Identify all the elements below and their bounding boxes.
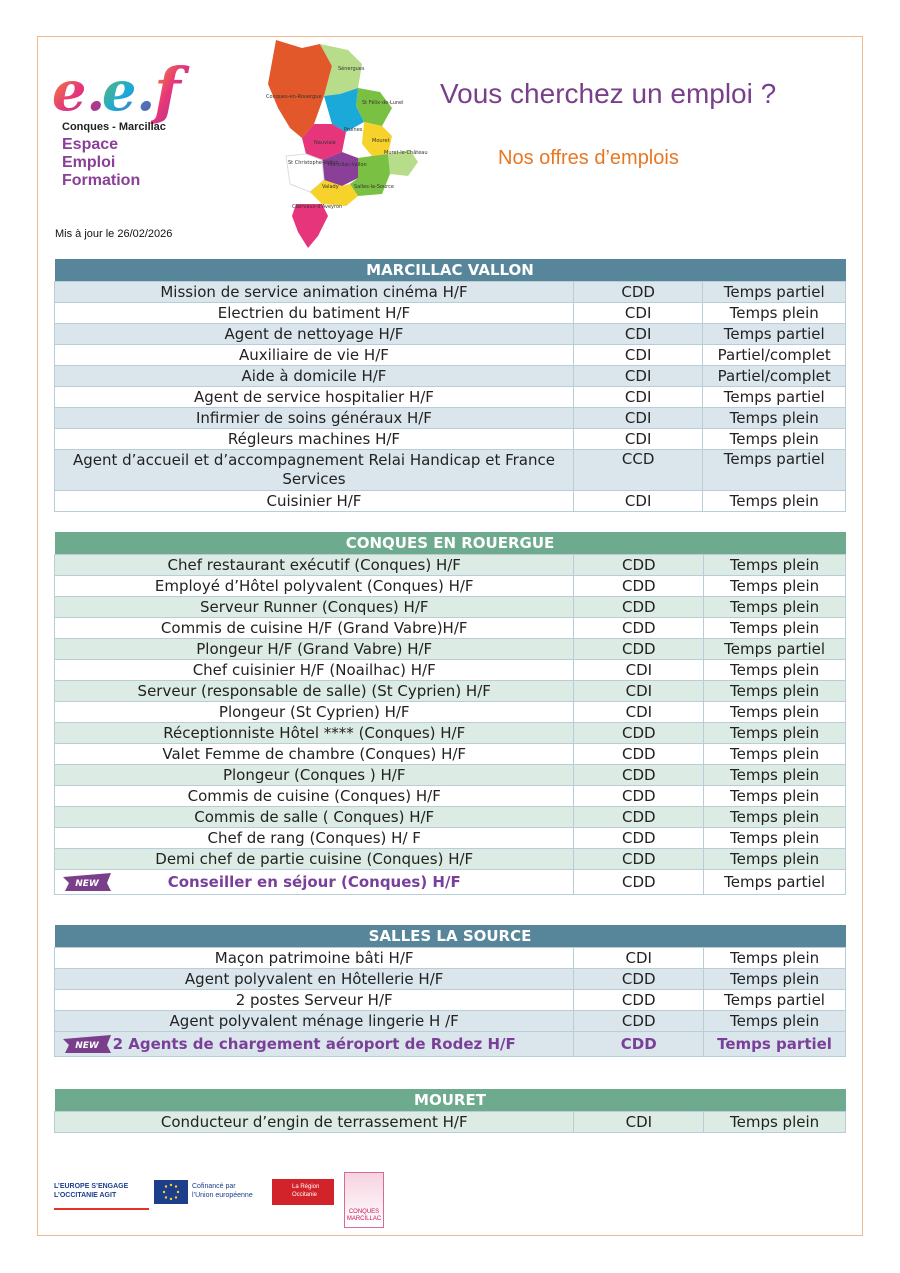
table-row xyxy=(55,1011,846,1032)
contract-type: CDD xyxy=(574,849,704,870)
contract-type: CDD xyxy=(574,555,704,576)
job-title: Plongeur H/F (Grand Vabre) H/F xyxy=(55,639,574,660)
job-title: Plongeur (Conques ) H/F xyxy=(55,765,574,786)
job-title: Commis de cuisine (Conques) H/F xyxy=(55,786,574,807)
job-title: Réceptionniste Hôtel **** (Conques) H/F xyxy=(55,723,574,744)
contract-type: CDI xyxy=(573,324,702,345)
contract-type: CDD xyxy=(574,576,704,597)
work-time: Partiel/complet xyxy=(703,345,846,366)
table-row xyxy=(55,702,846,723)
work-time: Temps plein xyxy=(704,555,846,576)
svg-text:e.: e. xyxy=(52,59,106,123)
job-title: Plongeur (St Cyprien) H/F xyxy=(55,702,574,723)
work-time: Temps partiel xyxy=(704,1032,846,1057)
work-time: Temps plein xyxy=(704,828,846,849)
table-row xyxy=(55,576,846,597)
contract-type: CDD xyxy=(574,723,704,744)
svg-text:NEW: NEW xyxy=(75,879,99,889)
contract-type: CDI xyxy=(574,681,704,702)
job-title: Electrien du batiment H/F xyxy=(55,303,574,324)
svg-text:e.: e. xyxy=(102,59,156,123)
table-row xyxy=(55,429,846,450)
logo-text: L’EUROPE S’ENGAGE xyxy=(54,1183,129,1190)
job-title: Serveur (responsable de salle) (St Cyprien) H/F xyxy=(55,681,574,702)
table-row xyxy=(55,555,846,576)
contract-type: CDI xyxy=(574,702,704,723)
job-title: Agent polyvalent en Hôtellerie H/F xyxy=(55,969,574,990)
eu-flag-icon xyxy=(154,1180,188,1204)
map-label: Muret-le-Château xyxy=(384,150,428,156)
table-row xyxy=(55,450,846,491)
contract-type: CDI xyxy=(574,1112,704,1133)
table-row xyxy=(55,282,846,303)
table-row xyxy=(55,387,846,408)
page-subtitle: Nos offres d’emplois xyxy=(498,147,679,169)
work-time: Temps plein xyxy=(703,408,846,429)
work-time: Temps plein xyxy=(703,429,846,450)
contract-type: CDD xyxy=(574,1032,704,1057)
map-label: St Christophe-Vallon xyxy=(288,160,339,166)
logo-text: L’OCCITANIE AGIT xyxy=(54,1192,117,1199)
work-time: Temps plein xyxy=(704,681,846,702)
job-title: Régleurs machines H/F xyxy=(55,429,574,450)
new-badge xyxy=(61,1033,113,1055)
table-row xyxy=(55,969,846,990)
section-header: SALLES LA SOURCE xyxy=(55,925,846,948)
map-label: Nauviale xyxy=(314,140,336,146)
territory-map xyxy=(262,36,428,251)
map-label: Valady xyxy=(322,184,339,190)
contract-type: CCD xyxy=(573,450,702,491)
contract-type: CDI xyxy=(573,366,702,387)
jobs-table-conques xyxy=(54,532,846,895)
map-region-clairvaux xyxy=(292,204,328,248)
table-row xyxy=(55,786,846,807)
contract-type: CDD xyxy=(574,828,704,849)
logo-name-line: Espace xyxy=(62,136,119,153)
table-row xyxy=(55,1112,846,1133)
work-time: Temps plein xyxy=(704,969,846,990)
contract-type: CDD xyxy=(574,744,704,765)
contract-type: CDD xyxy=(574,639,704,660)
map-label: Conques-en-Rouergue xyxy=(266,94,322,100)
job-title: Chef de rang (Conques) H/ F xyxy=(55,828,574,849)
work-time: Temps partiel xyxy=(703,450,846,491)
job-title-cell xyxy=(55,1032,574,1057)
table-row xyxy=(55,849,846,870)
job-title: Commis de salle ( Conques) H/F xyxy=(55,807,574,828)
logo-name-line: Emploi xyxy=(62,154,116,171)
job-title: Agent polyvalent ménage lingerie H /F xyxy=(55,1011,574,1032)
job-title: Chef restaurant exécutif (Conques) H/F xyxy=(55,555,574,576)
job-title: Chef cuisinier H/F (Noailhac) H/F xyxy=(55,660,574,681)
contract-type: CDI xyxy=(574,948,704,969)
work-time: Temps plein xyxy=(704,948,846,969)
contract-type: CDD xyxy=(574,870,704,895)
job-title: Agent de service hospitalier H/F xyxy=(55,387,574,408)
logo-text: Occitanie xyxy=(292,1192,318,1198)
table-row-new xyxy=(55,1032,846,1057)
work-time: Temps plein xyxy=(704,765,846,786)
work-time: Temps plein xyxy=(704,660,846,681)
logo-name xyxy=(62,136,140,190)
work-time: Temps plein xyxy=(704,786,846,807)
logo-text: CONQUES xyxy=(348,1209,380,1215)
contract-type: CDI xyxy=(573,387,702,408)
table-row xyxy=(55,491,846,512)
job-title: Commis de cuisine H/F (Grand Vabre)H/F xyxy=(55,618,574,639)
region-occitanie-logo xyxy=(272,1179,334,1205)
job-title: Cuisinier H/F xyxy=(55,491,574,512)
map-label: Marcillac-Vallon xyxy=(328,162,367,168)
table-row xyxy=(55,744,846,765)
contract-type: CDI xyxy=(573,408,702,429)
logo-text: MARCILLAC xyxy=(346,1216,382,1222)
work-time: Temps partiel xyxy=(703,282,846,303)
map-label: St Félix-de-Lunel xyxy=(362,100,404,106)
table-row xyxy=(55,660,846,681)
new-badge xyxy=(61,871,113,893)
work-time: Partiel/complet xyxy=(703,366,846,387)
work-time: Temps plein xyxy=(704,576,846,597)
contract-type: CDD xyxy=(574,1011,704,1032)
update-date: Mis à jour le 26/02/2026 xyxy=(55,228,173,240)
table-row xyxy=(55,828,846,849)
work-time: Temps plein xyxy=(704,702,846,723)
contract-type: CDD xyxy=(574,969,704,990)
table-row xyxy=(55,303,846,324)
table-row xyxy=(55,723,846,744)
job-title: Valet Femme de chambre (Conques) H/F xyxy=(55,744,574,765)
job-title: Agent d’accueil et d’accompagnement Relai Handicap et France Services xyxy=(55,450,574,491)
svg-text:f: f xyxy=(154,54,181,127)
jobs-table-mouret xyxy=(54,1089,846,1133)
section-header: MOURET xyxy=(55,1089,846,1112)
eu-cofinance-text xyxy=(192,1182,272,1200)
cc-conques-marcillac-logo xyxy=(344,1172,384,1228)
work-time: Temps plein xyxy=(704,744,846,765)
job-title: Conducteur d’engin de terrassement H/F xyxy=(55,1112,574,1133)
table-row xyxy=(55,807,846,828)
contract-type: CDD xyxy=(574,807,704,828)
contract-type: CDI xyxy=(573,491,702,512)
table-row xyxy=(55,948,846,969)
contract-type: CDD xyxy=(574,597,704,618)
work-time: Temps partiel xyxy=(704,990,846,1011)
contract-type: CDI xyxy=(573,303,702,324)
contract-type: CDI xyxy=(574,660,704,681)
work-time: Temps plein xyxy=(704,849,846,870)
logo-subtitle: Conques - Marcillac xyxy=(62,121,166,133)
table-row xyxy=(55,366,846,387)
map-label: Salles-la-Source xyxy=(354,184,394,190)
work-time: Temps plein xyxy=(704,1112,846,1133)
jobs-table-salles xyxy=(54,925,846,1057)
job-title: Infirmier de soins généraux H/F xyxy=(55,408,574,429)
logo-name-line: Formation xyxy=(62,172,141,189)
job-title: Agent de nettoyage H/F xyxy=(55,324,574,345)
work-time: Temps plein xyxy=(704,597,846,618)
job-title: Mission de service animation cinéma H/F xyxy=(55,282,574,303)
svg-text:NEW: NEW xyxy=(75,1041,99,1051)
work-time: Temps partiel xyxy=(704,639,846,660)
footer-logos xyxy=(54,1172,394,1232)
contract-type: CDI xyxy=(573,429,702,450)
contract-type: CDD xyxy=(574,765,704,786)
job-title: Conseiller en séjour (Conques) H/F xyxy=(167,872,461,891)
contract-type: CDD xyxy=(573,282,702,303)
map-label: Mouret xyxy=(372,138,390,144)
table-row xyxy=(55,345,846,366)
job-title-cell xyxy=(55,870,574,895)
table-row xyxy=(55,639,846,660)
section-header: CONQUES EN ROUERGUE xyxy=(55,532,846,555)
work-time: Temps plein xyxy=(704,807,846,828)
table-row-new xyxy=(55,870,846,895)
job-title: Serveur Runner (Conques) H/F xyxy=(55,597,574,618)
map-label: Pruines xyxy=(344,127,363,133)
work-time: Temps plein xyxy=(704,723,846,744)
table-row xyxy=(55,765,846,786)
job-title: Employé d’Hôtel polyvalent (Conques) H/F xyxy=(55,576,574,597)
map-region-conques xyxy=(268,40,332,138)
contract-type: CDI xyxy=(573,345,702,366)
work-time: Temps plein xyxy=(703,491,846,512)
page-title: Vous cherchez un emploi ? xyxy=(440,78,777,109)
map-label: Clairvaux-d'Aveyron xyxy=(292,204,343,210)
work-time: Temps plein xyxy=(704,618,846,639)
section-header: MARCILLAC VALLON xyxy=(55,259,846,282)
job-title: Aide à domicile H/F xyxy=(55,366,574,387)
contract-type: CDD xyxy=(574,990,704,1011)
logo-text: La Région xyxy=(292,1184,320,1190)
work-time: Temps partiel xyxy=(703,324,846,345)
contract-type: CDD xyxy=(574,618,704,639)
table-row xyxy=(55,408,846,429)
map-label: Sénergues xyxy=(338,66,365,72)
job-title: Auxiliaire de vie H/F xyxy=(55,345,574,366)
work-time: Temps plein xyxy=(704,1011,846,1032)
job-title: 2 postes Serveur H/F xyxy=(55,990,574,1011)
table-row xyxy=(55,618,846,639)
logo-text: l’Union européenne xyxy=(192,1192,253,1199)
logo-text: Cofinancé par xyxy=(192,1183,236,1190)
work-time: Temps partiel xyxy=(704,870,846,895)
table-row xyxy=(55,324,846,345)
table-row xyxy=(55,597,846,618)
job-title: Demi chef de partie cuisine (Conques) H/F xyxy=(55,849,574,870)
jobs-table-marcillac xyxy=(54,259,846,512)
job-title: Maçon patrimoine bâti H/F xyxy=(55,948,574,969)
work-time: Temps partiel xyxy=(703,387,846,408)
table-row xyxy=(55,990,846,1011)
work-time: Temps plein xyxy=(703,303,846,324)
europe-occitanie-logo xyxy=(54,1182,149,1210)
table-row xyxy=(55,681,846,702)
job-title: 2 Agents de chargement aéroport de Rodez H/F xyxy=(112,1034,516,1053)
contract-type: CDD xyxy=(574,786,704,807)
